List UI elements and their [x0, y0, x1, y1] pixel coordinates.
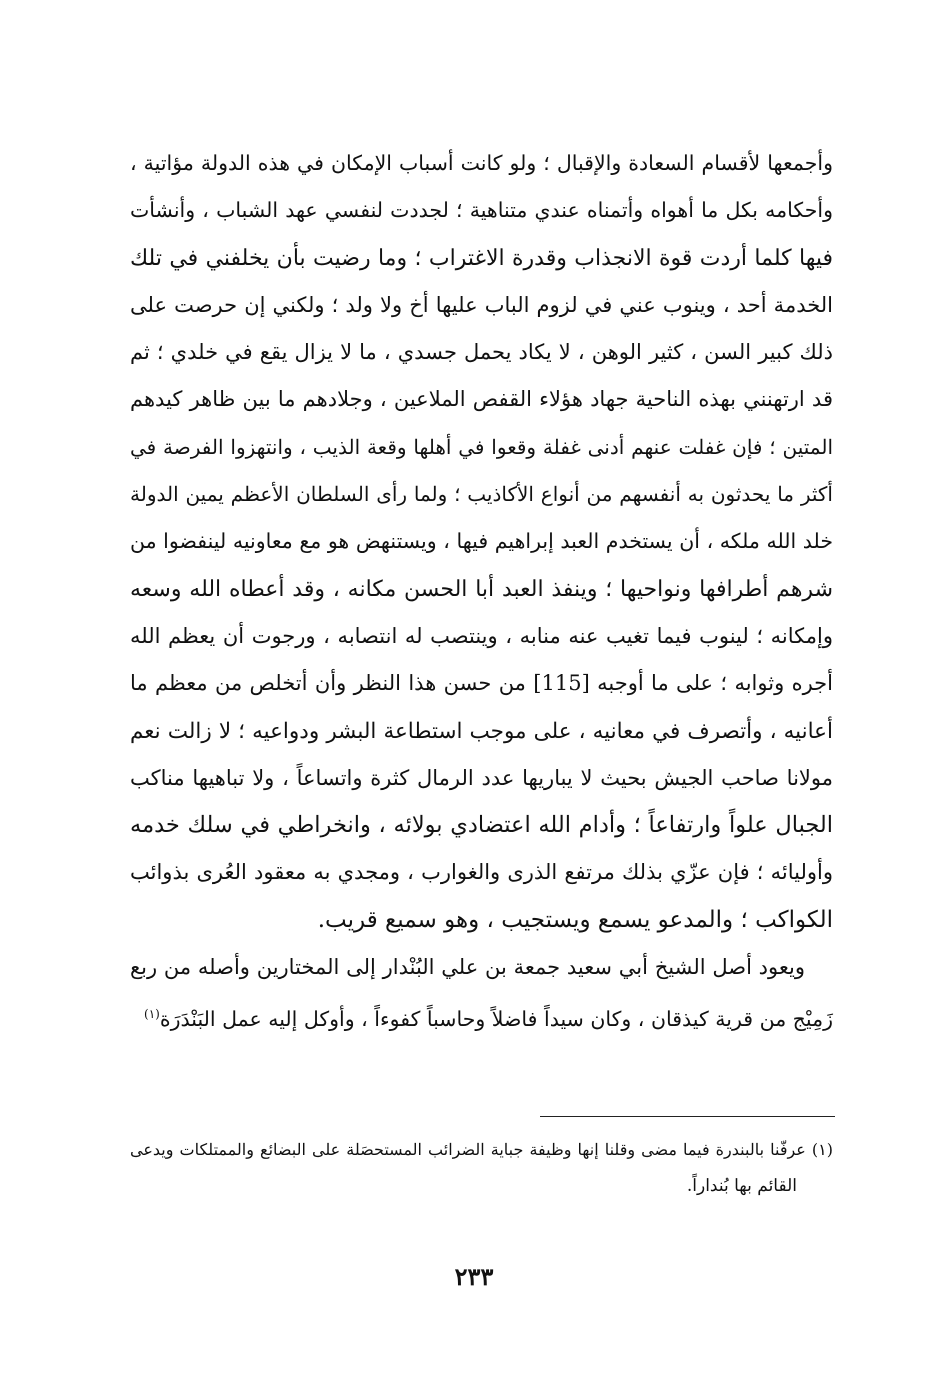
text-line: خلد الله ملكه ، أن يستخدم العبد إبراهيم فيها ، ويستنهض هو مع معاونيه لينفضوا من	[130, 529, 833, 554]
footnote-divider	[540, 1116, 835, 1117]
text-line: فيها كلما أردت قوة الانجذاب وقدرة الاغتراب ؛ وما رضيت بأن يخلفني في تلك	[130, 245, 833, 271]
footnote-line: القائم بها بُنداراً.	[686, 1176, 797, 1196]
text-line: الجبال علواً وارتفاعاً ؛ وأدام الله اعتضادي بولائه ، وانخراطي في سلك خدمه	[130, 812, 833, 839]
paragraph-line: ويعود أصل الشيخ أبي سعيد جمعة بن علي البُنْدار إلى المختارين وأصله من ربع	[130, 955, 805, 980]
paragraph-text: زَمِيْج من قرية كيذقان ، وكان سيداً فاضلاً وحاسباً كفوءاً ، وأوكل إليه عمل البَنْدَرَة	[159, 1007, 833, 1032]
page-number: ٢٣٣	[454, 1262, 494, 1291]
paragraph-line	[130, 991, 833, 1038]
text-line: الخدمة أحد ، وينوب عني في لزوم الباب عليها أخ ولا ولد ؛ ولكني إن حرصت على	[130, 292, 833, 317]
text-line: مولانا صاحب الجيش بحيث لا يباريها عدد الرمال كثرة واتساعاً ، ولا تباهيها مناكب	[130, 765, 833, 790]
text-line: وأجمعها لأقسام السعادة والإقبال ؛ ولو كانت أسباب الإمكان في هذه الدولة مؤاتية ،	[130, 151, 833, 175]
text-line: شرهم أطرافها ونواحيها ؛ وينفذ العبد أبا الحسن مكانه ، وقد أعطاه الله وسعه	[130, 576, 834, 602]
text-line: أجره وثوابه ؛ على ما أوجبه [115] من حسن هذا النظر وأن أتخلص من معظم ما	[130, 671, 833, 696]
text-line: أكثر ما يحدثون به أنفسهم من أنواع الأكاذيب ؛ ولما رأى السلطان الأعظم يمين الدولة	[130, 482, 833, 507]
text-line: وأوليائه ؛ فإن عزّي بذلك مرتفع الذرى والغوارب ، ومجدي به معقود العُرى بذوائب	[130, 860, 833, 885]
text-line: الكواكب ؛ والمدعو يسمع ويستجيب ، وهو سميع قريب.	[317, 906, 833, 933]
text-line: قد ارتهنني بهذه الناحية جهاد هؤلاء القفص الملاعين ، وجلادهم ما بين ظاهر كيدهم	[130, 387, 833, 412]
text-line: ذلك كبير السن ، كثير الوهن ، لا يكاد يحمل جسدي ، ما لا يزال يقع في خلدي ؛ ثم	[130, 340, 833, 365]
footnote-line: (١) عرفّنا بالبندرة فيما مضى وقلنا إنها وظيفة جباية الضرائب المستحصَلة على البضائع والممتلكات ويدعى	[130, 1140, 833, 1159]
text-line: أعانيه ، وأتصرف في معانيه ، على موجب استطاعة البشر ودواعيه ؛ لا زالت نعم	[130, 718, 833, 744]
text-line: وأحكامه بكل ما أهواه وأتمناه عندي متناهية ؛ لجددت لنفسي عهد الشباب ، وأنشأت	[130, 198, 833, 223]
main-text	[130, 140, 833, 1039]
footnotes	[130, 1132, 833, 1204]
footnote-marker: (١)	[144, 1007, 160, 1022]
text-line: المتين ؛ فإن غفلت عنهم أدنى غفلة وقعوا في أهلها وقعة الذيب ، وانتهزوا الفرصة في	[130, 434, 833, 459]
text-line: وإمكانه ؛ لينوب فيما تغيب عنه منابه ، وينتصب له انتصابه ، ورجوت أن يعظم الله	[130, 623, 833, 648]
